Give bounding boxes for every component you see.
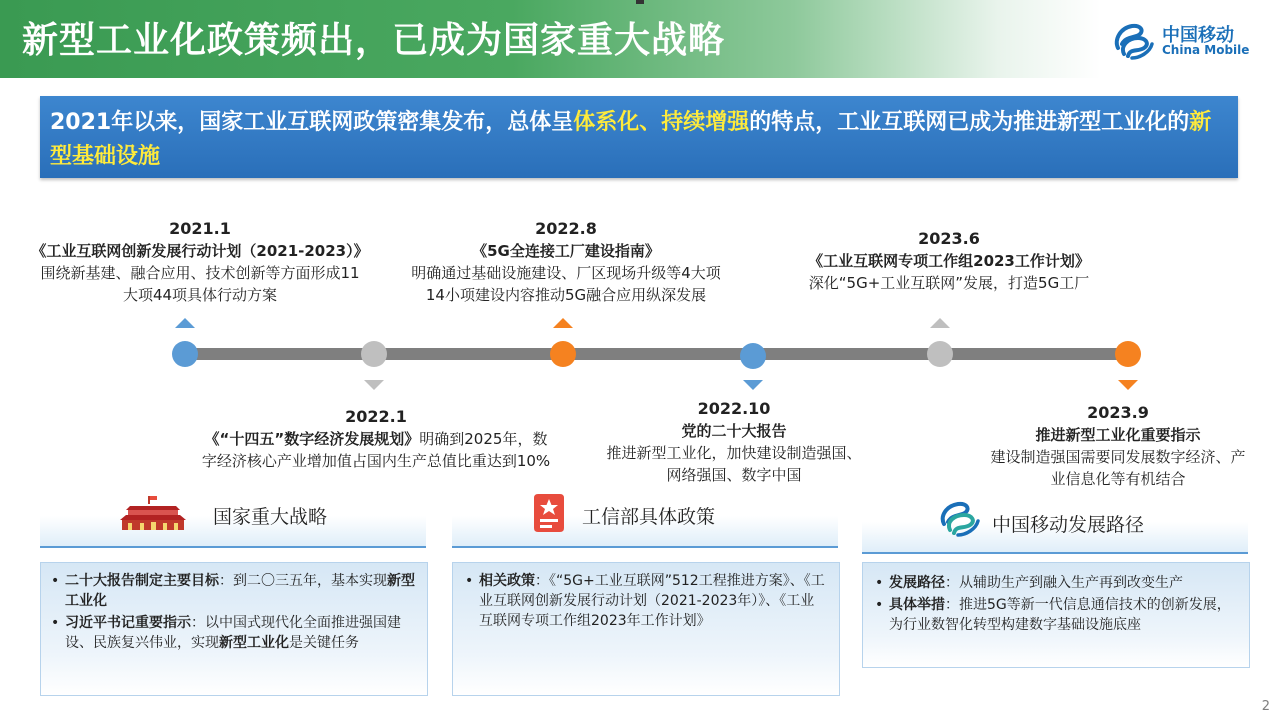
item-label: 具体举措 [889, 597, 945, 613]
category-label: 中国移动发展路径 [992, 514, 1145, 536]
event-description: 推进新型工业化，加快建设制造强国、 [606, 444, 862, 462]
timeline-up-arrow-icon [930, 318, 950, 328]
brand-logo [1110, 18, 1260, 62]
timeline-dot-2023-9 [1115, 341, 1141, 367]
list-item [873, 595, 1239, 635]
summary-highlight-2: 新型基础设施 [50, 110, 1212, 169]
event-name: 《工业互联网专项工作组2023工作计划》 [808, 252, 1090, 270]
category-header-miit [530, 494, 830, 534]
category-card-miit [452, 562, 840, 696]
item-text: ：推进5G等新一代信息通信技术的创新发展，为行业数智化转型构建数字基础设施底座 [889, 597, 1231, 633]
item-label: 发展路径 [889, 575, 945, 591]
page-title: 新型工业化政策频出，已成为国家重大战略 [22, 20, 726, 61]
event-description: 明确到2025年，数 [419, 430, 548, 448]
timeline-dot-2021-1 [172, 341, 198, 367]
event-description: 字经济核心产业增加值占国内生产总值比重达到10% [201, 452, 551, 470]
timeline-down-arrow-icon [743, 380, 763, 390]
item-text: ：从辅助生产到融入生产再到改变生产 [945, 575, 1183, 591]
event-name: 《5G全连接工厂建设指南》 [472, 242, 660, 260]
timeline-event-2022-10 [574, 398, 894, 486]
item-emphasis: 新型工业化 [219, 635, 289, 651]
timeline-event-2022-8 [376, 218, 756, 306]
event-name: 《“十四五”数字经济发展规划》 [204, 430, 420, 448]
summary-highlight-1: 体系化、持续增强 [573, 110, 750, 135]
timeline-down-arrow-icon [1118, 380, 1138, 390]
category-header-national [118, 494, 418, 534]
event-name: 《工业互联网创新发展行动计划（2021-2023）》 [31, 242, 369, 260]
event-date: 2023.9 [1087, 403, 1149, 422]
list-item [49, 571, 417, 611]
china-mobile-icon [938, 498, 982, 538]
item-emphasis: 新型工业化 [65, 573, 415, 609]
document-star-icon [530, 494, 568, 534]
title-bar [0, 0, 1280, 78]
event-date: 2021.1 [169, 219, 231, 238]
timeline-up-arrow-icon [175, 318, 195, 328]
event-date: 2022.8 [535, 219, 597, 238]
event-date: 2023.6 [918, 229, 980, 248]
list-item [49, 613, 417, 653]
timeline-axis [180, 348, 1130, 360]
category-card-national [40, 562, 428, 696]
timeline-event-2023-9 [968, 402, 1268, 490]
event-description: 深化“5G+工业互联网”发展，打造5G工厂 [808, 274, 1090, 292]
item-text: ：以中国式现代化全面推进强国建设、民族复兴伟业，实现 [65, 615, 401, 651]
title-marker [636, 0, 644, 4]
event-description: 围绕新基建、融合应用、技术创新等方面形成11 [40, 264, 360, 282]
summary-banner [40, 96, 1238, 178]
item-text: ：《“5G+工业互联网”512工程推进方案》、《工业互联网创新发展行动计划（2021-2023年）》、《工业互联网专项工作组2023年工作计划》 [479, 573, 825, 629]
event-description: 网络强国、数字中国 [666, 466, 802, 484]
event-name: 推进新型工业化重要指示 [1035, 426, 1201, 444]
summary-part2: 的特点，工业互联网已成为推进新型工业化的 [749, 110, 1190, 135]
timeline-dot-2022-1 [361, 341, 387, 367]
category-label: 工信部具体政策 [582, 506, 716, 528]
timeline-dot-2022-10 [740, 343, 766, 369]
page-number: 2 [1261, 699, 1270, 714]
summary-text [50, 106, 1230, 174]
event-description: 业信息化等有机结合 [1050, 470, 1186, 488]
logo-text-cn: 中国移动 [1162, 25, 1234, 46]
category-label: 国家重大战略 [213, 506, 328, 528]
item-label: 相关政策 [479, 573, 535, 589]
item-text: 是关键任务 [289, 635, 359, 651]
category-header-cmcc [938, 498, 1238, 538]
timeline-dot-2023-6 [927, 341, 953, 367]
list-item [463, 571, 825, 631]
logo-text-en: China Mobile [1162, 43, 1250, 57]
timeline-event-2023-6 [764, 228, 1134, 294]
timeline-dot-2022-8 [550, 341, 576, 367]
timeline-event-2021-1 [10, 218, 390, 306]
timeline-up-arrow-icon [553, 318, 573, 328]
item-label: 二十大报告制定主要目标 [65, 573, 219, 589]
event-date: 2022.10 [697, 399, 771, 418]
event-description: 明确通过基础设施建设、厂区现场升级等4大项 [411, 264, 721, 282]
category-card-cmcc [862, 562, 1250, 668]
event-date: 2022.1 [345, 407, 407, 426]
event-description: 大项44项具体行动方案 [122, 286, 278, 304]
event-description: 14小项建设内容推动5G融合应用纵深发展 [425, 286, 707, 304]
list-item [873, 573, 1239, 593]
timeline-down-arrow-icon [364, 380, 384, 390]
timeline-event-2022-1 [176, 406, 576, 472]
event-name: 党的二十大报告 [681, 422, 787, 440]
event-description: 建设制造强国需要同发展数字经济、产 [990, 448, 1246, 466]
item-label: 习近平书记重要指示 [65, 615, 191, 631]
item-text: ：到二〇三五年，基本实现 [219, 573, 387, 589]
summary-part1: 2021年以来，国家工业互联网政策密集发布，总体呈 [50, 110, 574, 135]
tiananmen-icon [118, 496, 188, 530]
china-mobile-logo-icon [1110, 18, 1158, 62]
